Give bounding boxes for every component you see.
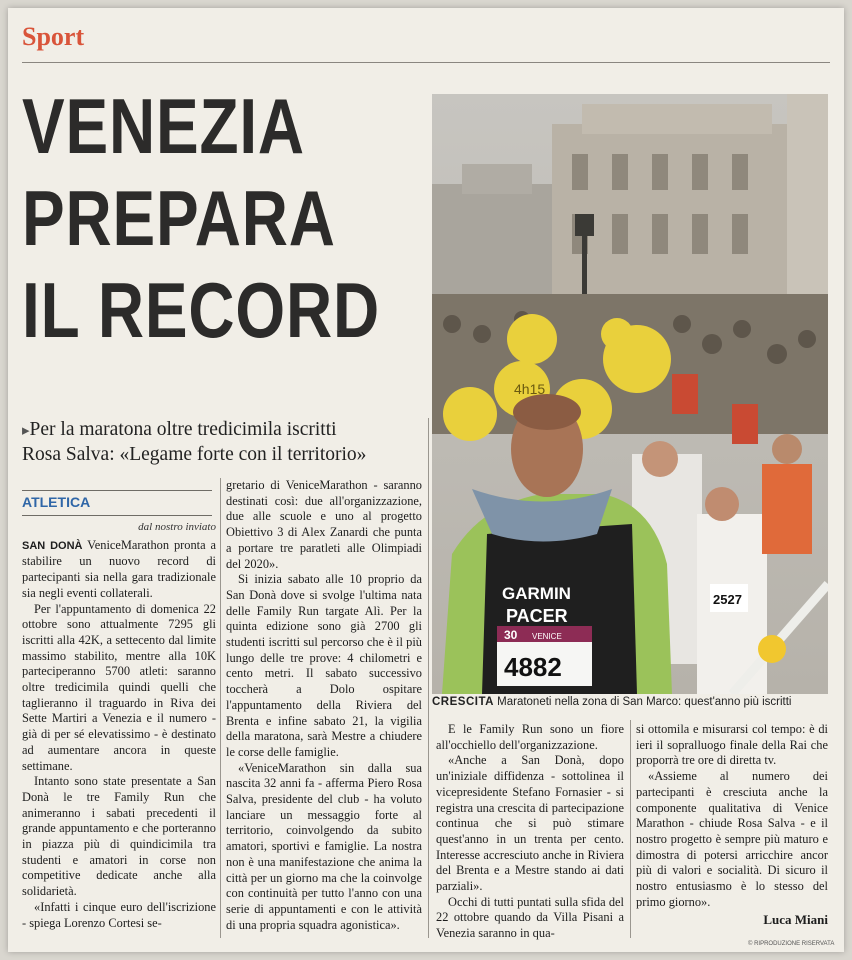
- col3-paragraph-3: Occhi di tutti puntati sulla sfida del 22 ottobre quando da Villa Pisani a Venezia saranno in qua-: [436, 894, 624, 941]
- article-column-3: [436, 722, 624, 942]
- bib-role: PACER: [506, 606, 568, 626]
- col2-paragraph-1: gretario di VeniceMarathon - saranno destinati così: due all'organizzazione, due alle scuole e uno al progetto Obiettivo 3 di Alex Zanardi che punta a portare tre paratleti alle Olimpiadi del 2020».: [226, 478, 422, 571]
- header-rule: [22, 62, 830, 63]
- marathon-photo: [432, 94, 828, 694]
- headline-line-1: VENEZIA: [22, 82, 305, 170]
- bib-badge: 30: [504, 628, 518, 642]
- subhead-line-2: Rosa Salva: «Legame forte con il territorio»: [22, 444, 367, 465]
- section-label: Sport: [22, 22, 85, 51]
- column-rule-3: [630, 720, 631, 938]
- column-rule-1: [220, 478, 221, 938]
- author-byline: Luca Miani: [763, 912, 828, 928]
- photo-caption: [432, 696, 828, 708]
- subhead-line-1: Per la maratona oltre tredicimila iscritti: [29, 419, 337, 440]
- col2-paragraph-2: Si inizia sabato alle 10 proprio da San Donà dove si svolge l'ultima nata delle Family Run targate Alì. Per la quinta edizione sono già 2700 gli studenti iscritti sul percorso che è il più lungo delle tre prove: 4 chilometri e cento metri. Il sabato successivo toccherà a Dolo ospitare l'appuntamento della Riviera del Brenta e infine sabato 21, la vigilia della maratona, sarà Mestre a chiudere le corse delle famiglie.: [226, 572, 422, 759]
- article-column-4: [636, 722, 828, 928]
- dateline: dal nostro inviato: [138, 521, 216, 533]
- subheadline: [22, 418, 422, 466]
- balloon-label: 4h15: [514, 381, 546, 397]
- bib-sponsor: VENICE: [532, 632, 562, 641]
- col4-paragraph-1: si ottomila e misurarsi col tempo: è di ieri il sopralluogo finale della Rai che proporrà tre ore di diretta tv.: [636, 722, 828, 768]
- tag-rule-bottom: [22, 515, 212, 516]
- headline: [22, 80, 381, 356]
- article-column-2: [226, 478, 422, 933]
- column-rule-2: [428, 418, 429, 938]
- place-name: SAN DONÀ: [22, 539, 83, 552]
- bib-number: 4882: [504, 652, 562, 682]
- headline-line-3: IL RECORD: [22, 266, 381, 354]
- article-column-1: [22, 520, 216, 931]
- col3-paragraph-1: E le Family Run sono un fiore all'occhiello dell'organizzazione.: [436, 722, 624, 752]
- newspaper-page: [8, 8, 844, 952]
- col2-paragraph-3: «VeniceMarathon sin dalla sua nascita 32 anni fa - afferma Piero Rosa Salva, presidente del club - ha voluto lanciare un messaggio forte al territorio, coinvolgendo da subito amatori, sportivi e famiglie. La nostra non è una manifestazione che anima la città per un giorno ma che la coinvolge con continuità per tutto l'anno con una serie di appuntamenti e con le attività di una propria squadra agonistica».: [226, 760, 422, 932]
- caption-text: Maratoneti nella zona di San Marco: quest'anno più iscritti: [497, 696, 792, 708]
- headline-line-2: PREPARA: [22, 174, 336, 262]
- col4-paragraph-2: «Assieme al numero dei partecipanti è cresciuta anche la componente qualitativa di Venice Marathon - chiude Rosa Salva - e il nostro progetto è sempre più maturo e dimostra di potersi arricchire ancor più di valori e socialità. Di sicuro il nostro entusiasmo è lo stesso del primo giorno».: [636, 769, 828, 909]
- marathon-photo-illustration: [432, 94, 828, 694]
- bib-brand: GARMIN: [502, 584, 571, 603]
- col1-paragraph-1: VeniceMarathon pronta a stabilire un nuovo record di partecipanti sia nella gara tradizionale sia negli eventi collaterali.: [22, 537, 217, 600]
- col1-paragraph-3: Intanto sono state presentate a San Donà le tre Family Run che animeranno i sabati precedenti il grande appuntamento e che porteranno in piazza più di quindicimila tra studenti e amatori in corse non competitive dedicate anche alla solidarietà.: [22, 774, 216, 899]
- col3-paragraph-2: «Anche a San Donà, dopo un'iniziale diffidenza - sottolinea il vicepresidente Stefano Fornasier - si registra una crescita di partecipazione continua che si può stimare quest'anno in un trenta per cento. Interesse accresciuto anche in Riviera del Brenta e a Mestre stando ai dati parziali».: [436, 753, 624, 894]
- subhead-arrow-icon: ▸: [22, 423, 30, 439]
- tag-rule-top: [22, 490, 212, 491]
- bib-number-2: 2527: [713, 592, 742, 607]
- caption-label: CRESCITA: [432, 696, 494, 708]
- section-tag: ATLETICA: [22, 494, 91, 510]
- col1-paragraph-4: «Infatti i cinque euro dell'iscrizione - spiega Lorenzo Cortesi se-: [22, 899, 216, 930]
- col1-paragraph-2: Per l'appuntamento di domenica 22 ottobre sono attualmente 7295 gli iscritti alla 42K, a settecento dal limite massimo stabilito, mentre alla 10K parteciperanno 5700 atleti: saranno oltre tredicimila quindi quelli che taglieranno il traguardo in Riva dei Sette Martiri a Venezia e il numero - già di per sé elevatissimo - è destinato ad aumentare ancora in queste settimane.: [22, 601, 216, 773]
- copyright-notice: © RIPRODUZIONE RISERVATA: [748, 941, 835, 947]
